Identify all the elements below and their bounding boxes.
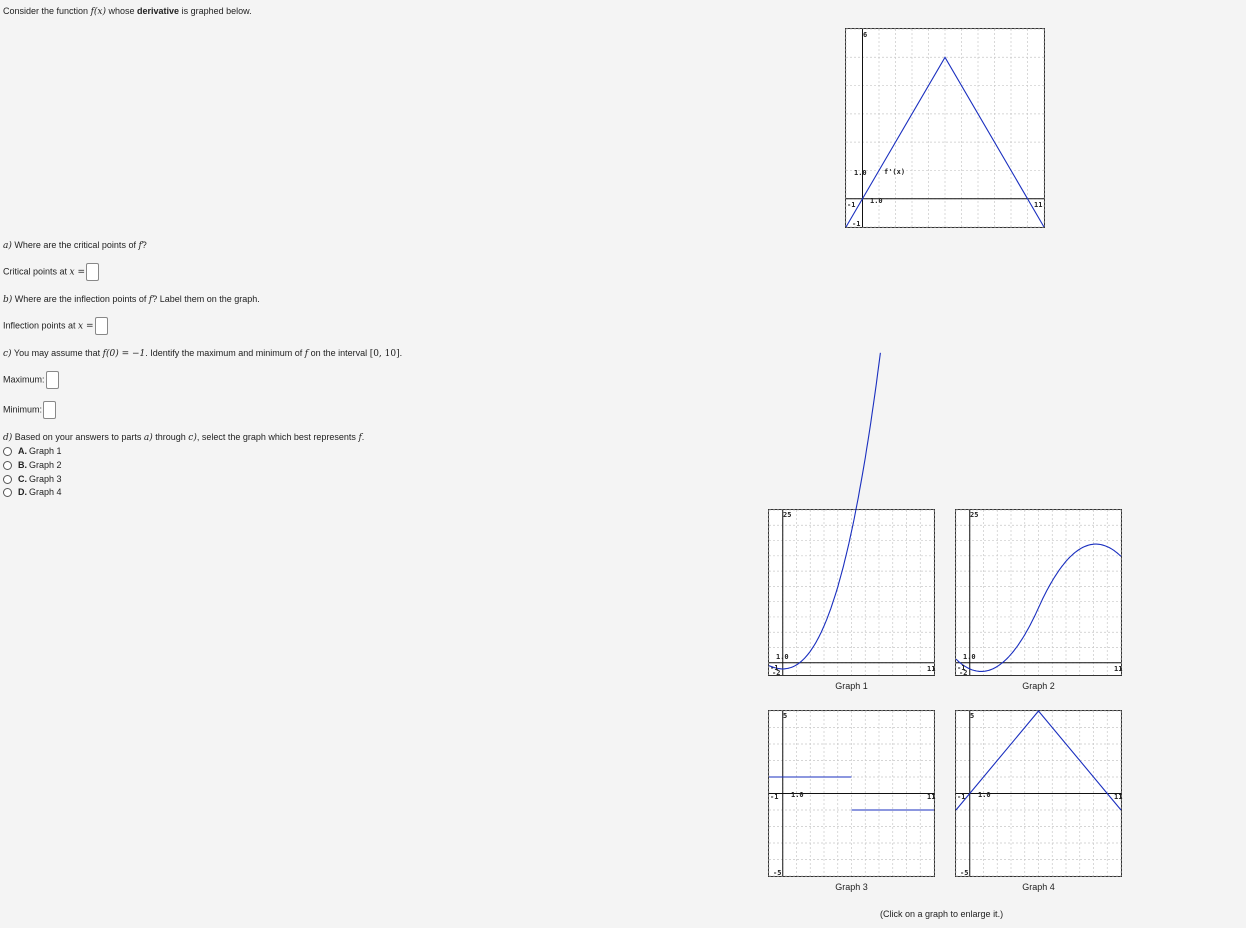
graph-1-unit-tick: 1.0 (776, 653, 789, 661)
part-c-text3: on the interval (308, 348, 370, 358)
graph-2-ymin-tick: -2 (959, 669, 968, 677)
part-c-text1: You may assume that (11, 348, 103, 358)
part-c-text2: . Identify the maximum and minimum of (145, 348, 305, 358)
graph-2-unit-tick: 1.0 (963, 653, 976, 661)
intro-mid: whose (106, 6, 138, 16)
graph-4-xmax-tick: 11 (1114, 793, 1123, 801)
maximum-row (3, 371, 59, 389)
part-c-letter: c) (3, 349, 12, 359)
option-d-label: Graph 4 (29, 487, 62, 497)
graph-4-unit-tick: 1.0 (978, 791, 991, 799)
graph-2-svg (956, 510, 1121, 675)
graph-3[interactable] (768, 710, 935, 877)
graph-1-grid (769, 510, 934, 675)
graph-2-grid (956, 510, 1121, 675)
derivative-xmin-tick: -1 (847, 201, 856, 209)
graph-2-xmin-tick: -1 (957, 664, 966, 672)
part-c-cond: f(0) = −1 (102, 349, 146, 359)
part-a-question (3, 240, 147, 251)
part-b-q: ? Label them on the graph. (152, 294, 260, 304)
part-d-through: through (152, 432, 189, 442)
graph-3-xmax-tick: 11 (927, 793, 936, 801)
part-a-letter: a) (3, 241, 12, 251)
part-d-a: a) (143, 433, 153, 443)
critical-points-row (3, 263, 99, 281)
graph-4-ymin-tick: -5 (960, 869, 969, 877)
intro-fx: f(x) (90, 7, 106, 17)
maximum-input[interactable] (46, 371, 59, 389)
graph-4[interactable] (955, 710, 1122, 877)
radio-c[interactable] (3, 475, 12, 484)
derivative-xmax-tick: 11 (1034, 201, 1043, 209)
part-b-letter: b) (3, 295, 13, 305)
graph-1-svg (769, 510, 934, 675)
option-b-label: Graph 2 (29, 460, 62, 470)
critical-points-label: Critical points at (3, 266, 70, 277)
part-d-text1: Based on your answers to parts (12, 432, 144, 442)
intro-bold: derivative (137, 6, 180, 16)
minimum-input[interactable] (43, 401, 56, 419)
option-b[interactable] (3, 460, 62, 470)
graph-4-caption: Graph 4 (1022, 882, 1055, 892)
option-a-letter: A. (18, 446, 27, 456)
derivative-curve-label: f'(x) (884, 168, 906, 176)
footer-note: (Click on a graph to enlarge it.) (880, 909, 1004, 919)
graph-1-xmax-tick: 11 (927, 665, 936, 673)
part-d-dot: . (361, 432, 365, 442)
part-d-letter: d) (3, 433, 13, 443)
graph-3-caption: Graph 3 (835, 882, 868, 892)
graph-3-svg (769, 711, 934, 876)
part-a-q: ? (141, 240, 147, 250)
option-a[interactable] (3, 446, 62, 456)
intro-text (3, 6, 252, 17)
inflection-points-xeq: x = (78, 321, 94, 332)
graph-4-xmin-tick: -1 (957, 793, 966, 801)
option-b-letter: B. (18, 460, 27, 470)
part-b-question (3, 294, 260, 305)
part-c-question (3, 348, 402, 359)
option-d-letter: D. (18, 487, 27, 497)
graph-1-caption: Graph 1 (835, 681, 868, 691)
intro-post: is graphed below. (179, 6, 252, 16)
radio-b[interactable] (3, 461, 12, 470)
derivative-ymin-tick: -1 (852, 220, 861, 228)
option-d[interactable] (3, 487, 62, 497)
graph-2-ymax-tick: 25 (970, 511, 979, 519)
graph-3-unit-tick: 1.0 (791, 791, 804, 799)
graph-4-ymax-tick: 5 (970, 712, 975, 720)
graph-1[interactable] (768, 509, 935, 676)
part-c-interval: [0, 10] (369, 349, 400, 359)
part-b-f: f (148, 295, 153, 305)
part-d-c: c) (188, 433, 197, 443)
derivative-graph[interactable] (845, 28, 1045, 228)
minimum-row (3, 401, 56, 419)
graph-2-caption: Graph 2 (1022, 681, 1055, 691)
graph-1-ymin-tick: -2 (772, 669, 781, 677)
derivative-graph-svg (846, 29, 1044, 227)
radio-a[interactable] (3, 447, 12, 456)
part-d-text2: , select the graph which best represents (196, 432, 359, 442)
part-d-f: f (358, 433, 362, 443)
derivative-xunit-tick: 1.0 (870, 197, 883, 205)
minimum-label: Minimum: (3, 404, 43, 415)
inflection-points-label: Inflection points at (3, 320, 79, 331)
graph-2-xmax-tick: 11 (1114, 665, 1123, 673)
part-d-question (3, 432, 364, 443)
part-a-f: f (138, 241, 142, 251)
intro-pre: Consider the function (3, 6, 91, 16)
inflection-points-row (3, 317, 108, 335)
option-c-label: Graph 3 (29, 474, 62, 484)
graph-3-ymax-tick: 5 (783, 712, 788, 720)
critical-points-input[interactable] (86, 263, 99, 281)
graph-2[interactable] (955, 509, 1122, 676)
critical-points-xeq: x = (69, 267, 86, 278)
part-a-text: Where are the critical points of (11, 240, 139, 250)
part-b-text: Where are the inflection points of (12, 294, 149, 304)
option-c-letter: C. (18, 474, 27, 484)
option-c[interactable] (3, 474, 62, 484)
derivative-ymax-tick: 6 (863, 31, 868, 39)
derivative-yunit-tick: 1.0 (854, 169, 867, 177)
part-c-f: f (304, 349, 309, 359)
graph-1-ymax-tick: 25 (783, 511, 792, 519)
option-a-label: Graph 1 (29, 446, 62, 456)
graph-3-ymin-tick: -5 (773, 869, 782, 877)
graph-4-svg (956, 711, 1121, 876)
inflection-points-input[interactable] (95, 317, 108, 335)
maximum-label: Maximum: (3, 374, 45, 385)
radio-d[interactable] (3, 488, 12, 497)
graph-3-xmin-tick: -1 (770, 793, 779, 801)
part-c-dot: . (399, 348, 403, 358)
graph-1-xmin-tick: -1 (770, 664, 779, 672)
